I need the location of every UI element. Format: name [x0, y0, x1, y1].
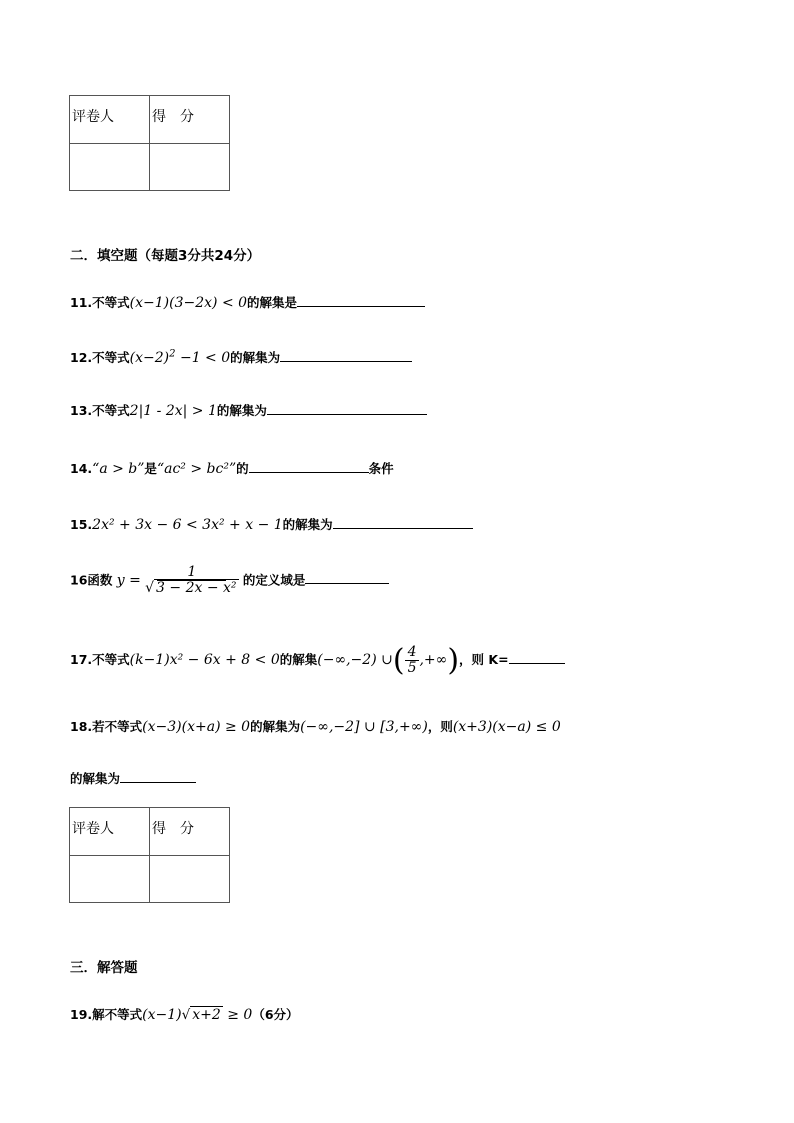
answer-blank-12[interactable] — [280, 347, 412, 362]
answer-blank-15[interactable] — [333, 514, 473, 529]
question-17: 17.不等式(k−1)x² − 6x + 8 < 0的解集(−∞,−2) ∪( $\frac{4}{5}$ ,+∞)，则 K= — [70, 643, 565, 678]
question-11: 11.不等式(x−1)(3−2x) < 0的解集是 — [70, 292, 425, 311]
reviewer-header: 评卷人 — [70, 96, 150, 144]
fraction-4-5: $\frac{4}{5}$ — [405, 645, 420, 677]
answer-blank-13[interactable] — [267, 400, 427, 415]
section-2-title: 二．填空题（每题3分共24分） — [70, 248, 261, 264]
answer-blank-17[interactable] — [509, 649, 565, 664]
question-15: 15.2x² + 3x − 6 < 3x² + x − 1的解集为 — [70, 514, 473, 533]
question-12: 12.不等式$(x-2)^2 -1 < 0$的解集为 — [70, 347, 412, 366]
score-table-2 — [69, 807, 230, 903]
score-table-1 — [69, 95, 230, 191]
question-19: 19.解不等式(x−1)√ x+2 ≥ 0（6分） — [70, 1007, 299, 1023]
answer-blank-11[interactable] — [297, 292, 425, 307]
question-18-line-2: 的解集为 — [70, 768, 196, 787]
reviewer-header: 评卷人 — [70, 808, 150, 856]
question-14: 14.“a > b”是“ac² > bc²”的 条件 — [70, 458, 394, 477]
score-header: 得 分 — [150, 96, 230, 144]
score-header: 得 分 — [150, 808, 230, 856]
fraction: $\frac{1}{\text{√ 3 − 2x − x²}}$ — [145, 564, 237, 597]
answer-blank-18[interactable] — [120, 768, 196, 783]
question-18: 18.若不等式(x−3)(x+a) ≥ 0的解集为(−∞,−2] ∪ [3,+∞)，则(x+3)(x−a) ≤ 0 — [70, 719, 561, 735]
reviewer-cell — [70, 856, 150, 903]
score-cell — [150, 856, 230, 903]
question-13: 13.不等式2|1 - 2x| > 1的解集为 — [70, 400, 427, 419]
answer-blank-16[interactable] — [305, 569, 389, 584]
section-3-title: 三．解答题 — [70, 960, 138, 976]
score-cell — [150, 144, 230, 191]
answer-blank-14[interactable] — [249, 458, 369, 473]
reviewer-cell — [70, 144, 150, 191]
question-16: 16函数 y = $\frac{1}{\text{√ 3 − 2x − x²}}$ 的定义域是 — [70, 565, 389, 597]
